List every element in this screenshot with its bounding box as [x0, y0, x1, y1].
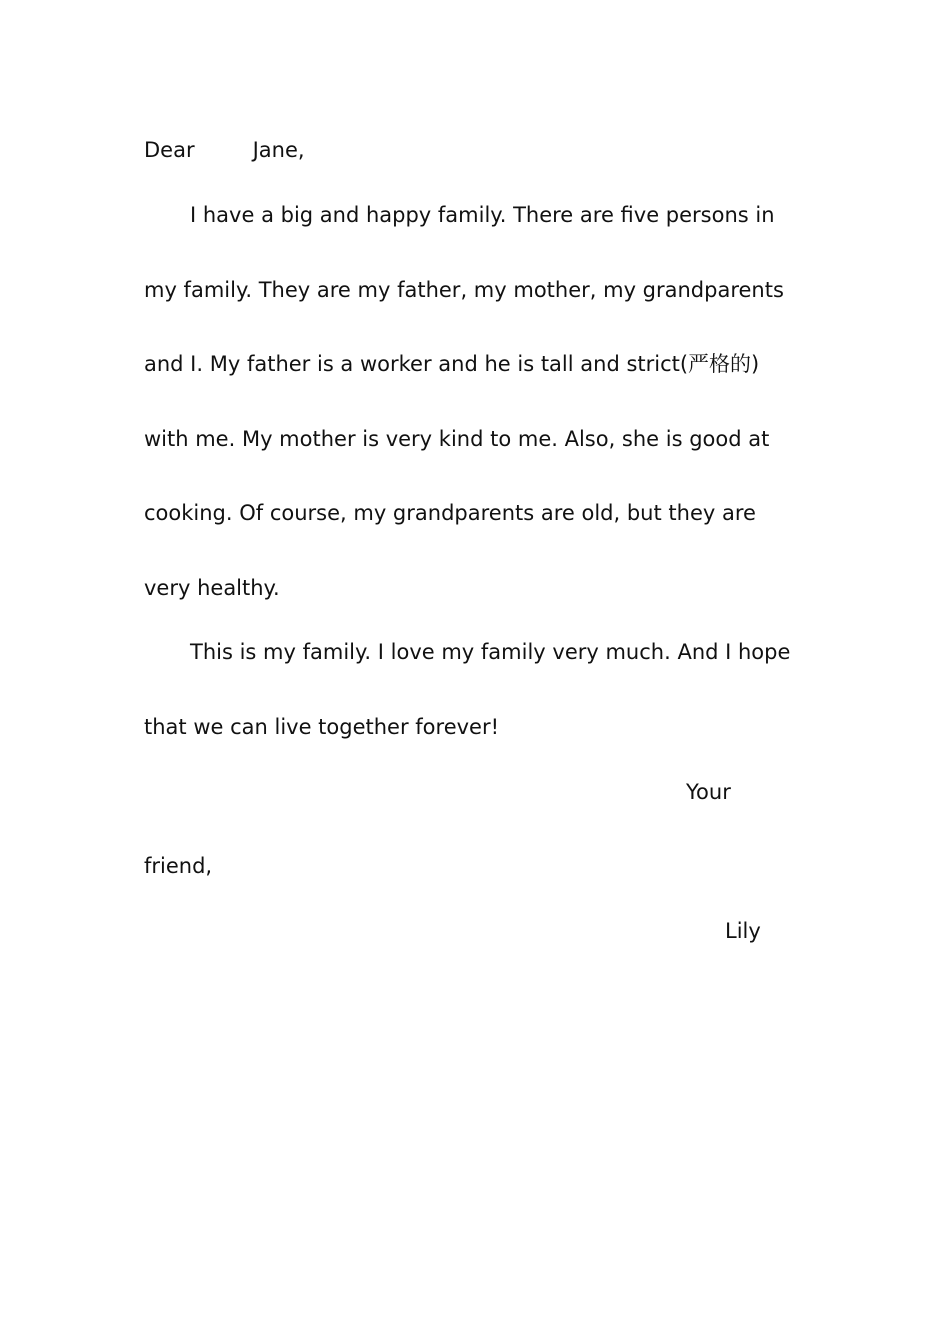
paragraph-2-line: that we can live together forever!: [144, 715, 500, 739]
paragraph-2-line: This is my family. I love my family very much. And I hope: [190, 640, 791, 664]
paragraph-1-line: cooking. Of course, my grandparents are old, but they are: [144, 501, 756, 525]
closing-your: Your: [686, 780, 731, 804]
paragraph-1-line: very healthy.: [144, 576, 280, 600]
salutation: [144, 136, 305, 164]
salutation-greeting: Dear: [144, 138, 195, 162]
paragraph-1-line: with me. My mother is very kind to me. Also, she is good at: [144, 427, 770, 451]
paragraph-1-line: and I. My father is a worker and he is tall and strict(严格的): [144, 352, 760, 376]
closing-friend: friend,: [144, 854, 213, 878]
salutation-name: Jane,: [252, 138, 305, 162]
signature: Lily: [725, 919, 761, 943]
paragraph-1-line: my family. They are my father, my mother, my grandparents: [144, 278, 784, 302]
paragraph-1-line: I have a big and happy family. There are five persons in: [190, 203, 775, 227]
